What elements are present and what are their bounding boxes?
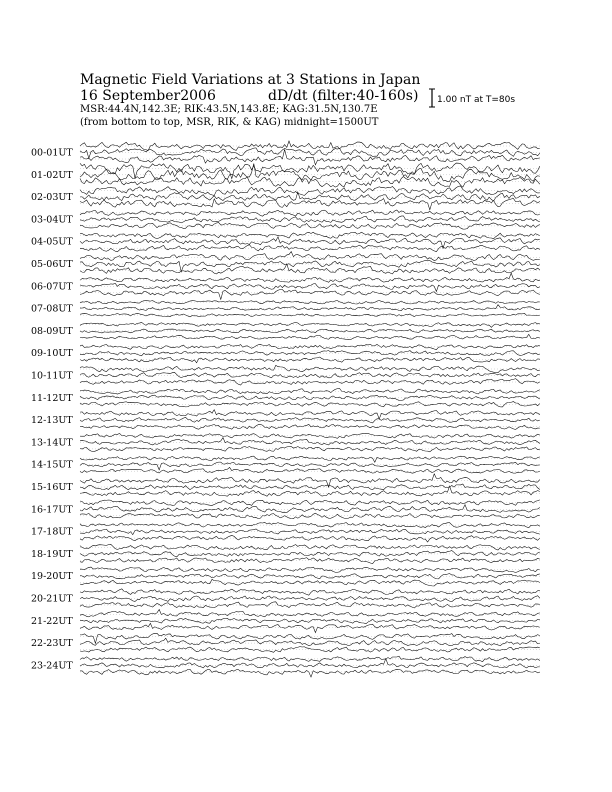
trace-msr-21-22ut — [80, 623, 540, 632]
trace-kag-21-22ut — [80, 609, 540, 616]
trace-msr-08-09ut — [80, 334, 540, 339]
trace-msr-10-11ut — [80, 379, 540, 385]
trace-rik-02-03ut — [80, 192, 540, 201]
trace-order-note: (from bottom to top, MSR, RIK, & KAG) midnight=1500UT — [80, 117, 379, 128]
chart-date: 16 September2006 — [80, 88, 216, 104]
hour-label: 22-23UT — [31, 638, 73, 650]
trace-rik-13-14ut — [80, 438, 540, 445]
hour-label: 04-05UT — [31, 236, 73, 248]
hour-label: 19-20UT — [31, 571, 73, 583]
trace-kag-14-15ut — [80, 456, 540, 462]
trace-msr-14-15ut — [80, 467, 540, 473]
hour-label: 00-01UT — [31, 147, 73, 159]
trace-rik-10-11ut — [80, 372, 540, 377]
trace-msr-02-03ut — [80, 198, 540, 209]
chart-metric: dD/dt (filter:40-160s) — [268, 88, 419, 104]
hour-label: 10-11UT — [31, 370, 73, 382]
trace-rik-01-02ut — [80, 164, 540, 182]
trace-rik-04-05ut — [80, 237, 540, 249]
trace-msr-17-18ut — [80, 535, 540, 542]
trace-kag-06-07ut — [80, 273, 540, 282]
trace-rik-18-19ut — [80, 551, 540, 557]
station-coordinates: MSR:44.4N,142.3E; RIK:43.5N,143.8E; KAG:31.5N,130.7E — [80, 104, 378, 115]
hour-label: 18-19UT — [31, 548, 73, 560]
trace-msr-01-02ut — [80, 177, 540, 188]
trace-kag-03-04ut — [80, 210, 540, 216]
trace-msr-12-13ut — [80, 424, 540, 429]
hour-label: 08-09UT — [31, 325, 73, 337]
trace-kag-12-13ut — [80, 410, 540, 419]
hour-label: 07-08UT — [31, 303, 73, 315]
trace-kag-22-23ut — [80, 633, 540, 643]
hour-label: 14-15UT — [31, 459, 73, 471]
hour-label: 12-13UT — [31, 415, 73, 427]
trace-msr-13-14ut — [80, 447, 540, 452]
trace-rik-17-18ut — [80, 529, 540, 535]
trace-msr-23-24ut — [80, 669, 540, 677]
hour-label: 05-06UT — [31, 259, 73, 270]
hour-label: 02-03UT — [31, 192, 73, 204]
trace-rik-20-21ut — [80, 596, 540, 602]
trace-rik-23-24ut — [80, 659, 540, 668]
hour-label: 21-22UT — [31, 615, 73, 627]
trace-rik-22-23ut — [80, 638, 540, 646]
hour-label: 01-02UT — [31, 169, 73, 181]
trace-kag-05-06ut — [80, 252, 540, 261]
trace-kag-08-09ut — [80, 322, 540, 327]
trace-kag-18-19ut — [80, 544, 540, 550]
trace-kag-04-05ut — [80, 232, 540, 239]
hour-label: 13-14UT — [31, 437, 73, 449]
trace-msr-18-19ut — [80, 558, 540, 564]
trace-rik-06-07ut — [80, 283, 540, 291]
trace-rik-07-08ut — [80, 305, 540, 311]
trace-msr-00-01ut — [80, 149, 540, 164]
trace-kag-09-10ut — [80, 344, 540, 349]
amplitude-scale-label: 1.00 nT at T=80s — [437, 95, 516, 105]
hour-label: 23-24UT — [31, 660, 73, 672]
hour-label: 11-12UT — [31, 392, 73, 404]
hour-label: 15-16UT — [31, 482, 73, 493]
chart-title: Magnetic Field Variations at 3 Stations in Japan — [80, 72, 421, 88]
trace-rik-14-15ut — [80, 462, 540, 470]
hour-label: 17-18UT — [31, 526, 73, 538]
hour-label: 06-07UT — [31, 281, 73, 293]
trace-msr-06-07ut — [80, 290, 540, 300]
trace-kag-00-01ut — [80, 141, 540, 150]
trace-msr-09-10ut — [80, 357, 540, 363]
hour-label: 20-21UT — [31, 593, 73, 605]
hour-label: 09-10UT — [31, 348, 73, 360]
trace-rik-21-22ut — [80, 618, 540, 623]
hour-label: 16-17UT — [31, 504, 73, 516]
trace-rik-16-17ut — [80, 505, 540, 513]
hour-label: 03-04UT — [31, 214, 73, 226]
